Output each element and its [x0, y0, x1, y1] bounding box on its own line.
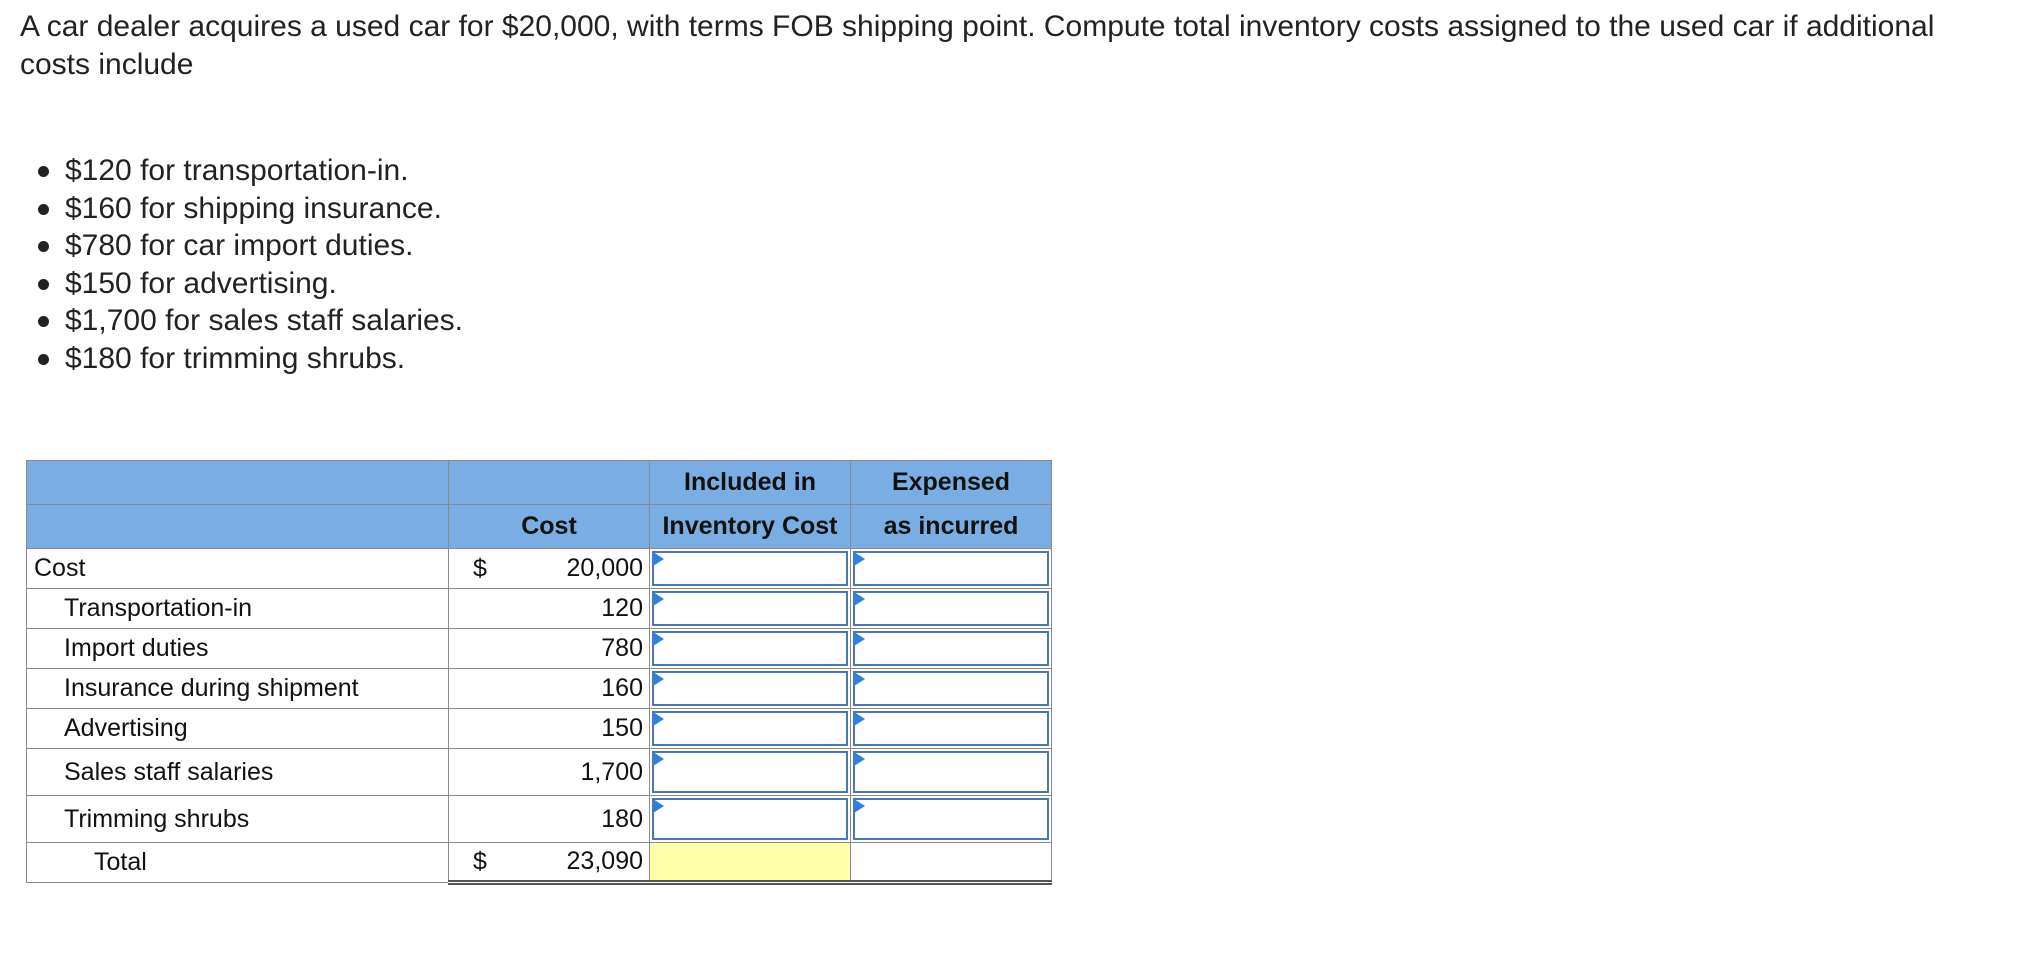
input-marker-icon — [854, 592, 865, 606]
input-box[interactable] — [853, 751, 1049, 793]
bullet-text: $180 for trimming shrubs. — [65, 341, 406, 375]
row-label: Transportation-in — [27, 589, 449, 629]
currency-symbol: $ — [473, 554, 487, 582]
input-box[interactable] — [853, 631, 1049, 666]
table-row — [27, 749, 1052, 796]
header-cost: Cost — [449, 505, 650, 549]
bullet-text: $160 for shipping insurance. — [65, 191, 442, 225]
table-row — [27, 669, 1052, 709]
header-included-line2: Inventory Cost — [650, 505, 851, 549]
table-row — [27, 549, 1052, 589]
included-input[interactable] — [650, 709, 851, 749]
expensed-input[interactable] — [851, 629, 1052, 669]
cost-value: 120 — [449, 589, 650, 629]
bullet-icon — [38, 279, 49, 290]
inventory-cost-worksheet — [26, 460, 1052, 885]
input-marker-icon — [653, 712, 664, 726]
expensed-input[interactable] — [851, 549, 1052, 589]
input-marker-icon — [854, 632, 865, 646]
input-marker-icon — [854, 752, 865, 766]
input-box[interactable] — [652, 751, 848, 793]
cost-value: 780 — [449, 629, 650, 669]
cost-value: 160 — [449, 669, 650, 709]
bullet-icon — [38, 204, 49, 215]
input-box[interactable] — [853, 798, 1049, 840]
header-expensed-line1: Expensed — [851, 461, 1052, 505]
bullet-icon — [38, 166, 49, 177]
bullet-icon — [38, 354, 49, 365]
list-item — [28, 227, 463, 265]
bullet-text: $1,700 for sales staff salaries. — [65, 304, 463, 337]
input-marker-icon — [653, 632, 664, 646]
question-text: A car dealer acquires a used car for $20,000, with terms FOB shipping point. Compute total inventory costs assigned to the used car if additional costs include — [20, 10, 1935, 81]
input-box[interactable] — [652, 631, 848, 666]
bullet-text: $150 for advertising. — [65, 266, 337, 300]
table-row — [27, 796, 1052, 843]
input-marker-icon — [854, 712, 865, 726]
total-label: Total — [27, 843, 449, 883]
bullet-icon — [38, 241, 49, 252]
total-expensed-cell — [851, 843, 1052, 883]
currency-symbol: $ — [473, 847, 487, 875]
cost-bullet-list — [28, 152, 463, 377]
header-included-line1: Included in — [650, 461, 851, 505]
included-input[interactable] — [650, 749, 851, 796]
total-cost-cell — [449, 843, 650, 883]
header-row-1 — [27, 461, 1052, 505]
expensed-input[interactable] — [851, 796, 1052, 843]
header-blank-cell — [449, 461, 650, 505]
input-marker-icon — [653, 752, 664, 766]
expensed-input[interactable] — [851, 669, 1052, 709]
input-marker-icon — [653, 552, 664, 566]
list-item — [28, 265, 463, 303]
row-label: Insurance during shipment — [27, 669, 449, 709]
bullet-icon — [38, 316, 49, 327]
included-input[interactable] — [650, 669, 851, 709]
expensed-input[interactable] — [851, 749, 1052, 796]
cost-value: 150 — [449, 709, 650, 749]
input-box[interactable] — [853, 671, 1049, 706]
input-marker-icon — [854, 552, 865, 566]
input-marker-icon — [653, 799, 664, 813]
input-box[interactable] — [853, 551, 1049, 586]
header-blank-cell — [27, 505, 449, 549]
row-label: Advertising — [27, 709, 449, 749]
header-expensed-line2: as incurred — [851, 505, 1052, 549]
row-label: Import duties — [27, 629, 449, 669]
bullet-text: $120 for transportation-in. — [65, 154, 409, 187]
included-input[interactable] — [650, 549, 851, 589]
input-box[interactable] — [652, 551, 848, 586]
table-row — [27, 589, 1052, 629]
row-label: Sales staff salaries — [27, 749, 449, 796]
included-input[interactable] — [650, 796, 851, 843]
row-label: Cost — [27, 549, 449, 589]
input-marker-icon — [653, 592, 664, 606]
input-box[interactable] — [652, 591, 848, 626]
header-row-2 — [27, 505, 1052, 549]
input-box[interactable] — [853, 591, 1049, 626]
total-cost-value: 23,090 — [566, 847, 643, 875]
expensed-input[interactable] — [851, 709, 1052, 749]
input-box[interactable] — [853, 711, 1049, 746]
expensed-input[interactable] — [851, 589, 1052, 629]
included-input[interactable] — [650, 589, 851, 629]
cost-value: 180 — [449, 796, 650, 843]
bullet-text: $780 for car import duties. — [65, 229, 414, 262]
total-included-cell — [650, 843, 851, 883]
row-label: Trimming shrubs — [27, 796, 449, 843]
input-marker-icon — [854, 799, 865, 813]
cost-value-cell — [449, 549, 650, 589]
list-item — [28, 190, 463, 228]
cost-value: 1,700 — [449, 749, 650, 796]
table-row — [27, 709, 1052, 749]
included-input[interactable] — [650, 629, 851, 669]
header-blank-cell — [27, 461, 449, 505]
input-box[interactable] — [652, 711, 848, 746]
total-row — [27, 843, 1052, 883]
input-marker-icon — [854, 672, 865, 686]
cost-value: 20,000 — [566, 554, 643, 582]
list-item — [28, 302, 463, 340]
input-box[interactable] — [652, 798, 848, 840]
input-marker-icon — [653, 672, 664, 686]
list-item — [28, 340, 463, 378]
table-row — [27, 629, 1052, 669]
input-box[interactable] — [652, 671, 848, 706]
list-item — [28, 152, 463, 190]
